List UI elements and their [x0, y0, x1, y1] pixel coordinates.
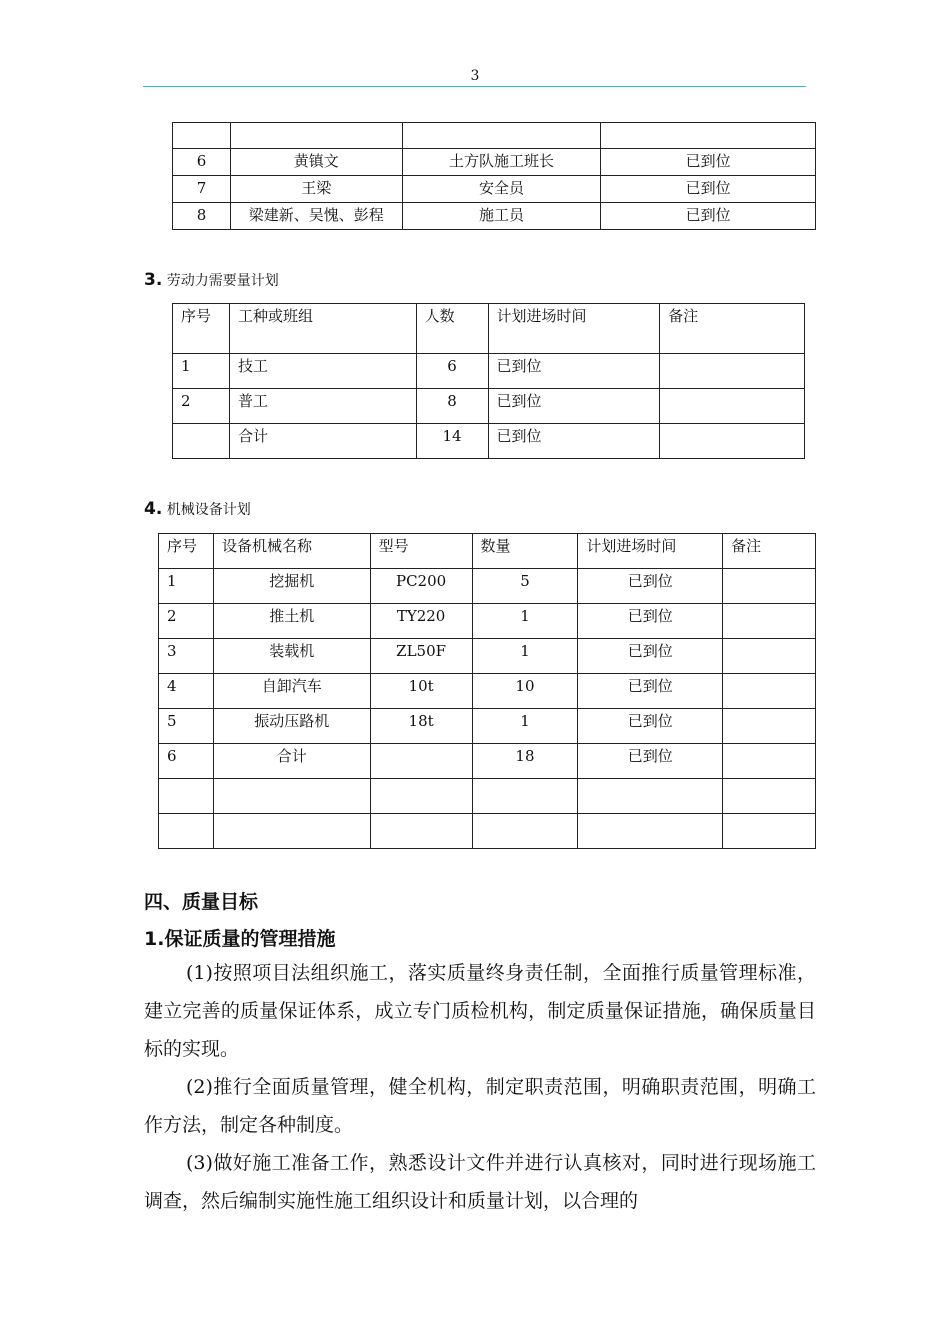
- table-cell: 已到位: [578, 709, 723, 744]
- table-cell: TY220: [370, 604, 472, 639]
- table-cell: 10: [472, 674, 578, 709]
- table-cell: [660, 424, 805, 459]
- column-header: 计划进场时间: [578, 534, 723, 569]
- table-row: [159, 744, 816, 779]
- column-header: 数量: [472, 534, 578, 569]
- table-cell: 18t: [370, 709, 472, 744]
- table-row: [159, 604, 816, 639]
- table-cell: 装载机: [213, 639, 370, 674]
- table-cell: ZL50F: [370, 639, 472, 674]
- table-cell: 王梁: [230, 176, 402, 203]
- table-cell: [213, 814, 370, 849]
- table-cell: [402, 123, 601, 149]
- table-cell: 8: [416, 389, 488, 424]
- table-cell: 6: [159, 744, 214, 779]
- table-cell: 已到位: [578, 744, 723, 779]
- header-rule: [143, 86, 806, 87]
- section-title-text: 机械设备计划: [166, 502, 251, 518]
- paragraph: (1)按照项目法组织施工，落实质量终身责任制，全面推行质量管理标准，建立完善的质量保证体系，成立专门质检机构，制定质量保证措施，确保质量目标的实现。: [144, 962, 816, 1060]
- table-cell: [173, 123, 231, 149]
- table-row: [173, 203, 816, 230]
- column-header: 序号: [159, 534, 214, 569]
- table-cell: 已到位: [601, 176, 816, 203]
- table-cell: 合计: [229, 424, 416, 459]
- table-cell: 3: [159, 639, 214, 674]
- column-header: 备注: [723, 534, 816, 569]
- table-cell: [370, 779, 472, 814]
- table-cell: 6: [173, 149, 231, 176]
- table-cell: 5: [472, 569, 578, 604]
- table-cell: 7: [173, 176, 231, 203]
- table-cell: 自卸汽车: [213, 674, 370, 709]
- table-cell: [370, 814, 472, 849]
- table-row: [173, 354, 805, 389]
- table-cell: 1: [472, 709, 578, 744]
- table-cell: PC200: [370, 569, 472, 604]
- table-cell: [230, 123, 402, 149]
- table-cell: 14: [416, 424, 488, 459]
- table-header-row: [159, 534, 816, 569]
- table-cell: 振动压路机: [213, 709, 370, 744]
- table-cell: [370, 744, 472, 779]
- page-number: 3: [470, 68, 480, 84]
- table-cell: [723, 639, 816, 674]
- table-cell: [173, 424, 230, 459]
- table-cell: 2: [173, 389, 230, 424]
- table-cell: 已到位: [488, 354, 660, 389]
- table-cell: 8: [173, 203, 231, 230]
- table-cell: 6: [416, 354, 488, 389]
- table-cell: [723, 709, 816, 744]
- table-cell: 已到位: [578, 569, 723, 604]
- equipment-table: [158, 533, 816, 849]
- table-cell: 4: [159, 674, 214, 709]
- table-row: [159, 709, 816, 744]
- table-row: [159, 639, 816, 674]
- table-cell: [723, 569, 816, 604]
- table-cell: [578, 779, 723, 814]
- paragraph: (2)推行全面质量管理，健全机构，制定职责范围，明确职责范围，明确工作方法，制定各种制度。: [144, 1076, 816, 1136]
- table-cell: 技工: [229, 354, 416, 389]
- table-cell: [213, 779, 370, 814]
- table-cell: [159, 814, 214, 849]
- paragraph: (3)做好施工准备工作，熟悉设计文件并进行认真核对，同时进行现场施工调查，然后编制实施性施工组织设计和质量计划，以合理的: [144, 1152, 816, 1212]
- table-row: [159, 674, 816, 709]
- section-number: 4.: [144, 499, 163, 519]
- table-cell: 土方队施工班长: [402, 149, 601, 176]
- table-cell: [159, 779, 214, 814]
- table-cell: 1: [159, 569, 214, 604]
- table-cell: 1: [472, 604, 578, 639]
- table-cell: 梁建新、吴愧、彭程: [230, 203, 402, 230]
- table-cell: 已到位: [578, 604, 723, 639]
- column-header: 型号: [370, 534, 472, 569]
- table-cell: 挖掘机: [213, 569, 370, 604]
- table-row: [173, 176, 816, 203]
- table-row: [159, 569, 816, 604]
- table-row: [173, 424, 805, 459]
- table-cell: [472, 814, 578, 849]
- section-4-title: [144, 499, 251, 519]
- column-header: 备注: [660, 304, 805, 354]
- table-row: [173, 149, 816, 176]
- section-number: 3.: [144, 270, 163, 290]
- table-cell: [660, 354, 805, 389]
- section-heading-quality: 四、质量目标: [144, 891, 259, 913]
- table-cell: 已到位: [488, 424, 660, 459]
- table-row: [159, 779, 816, 814]
- table-cell: [472, 779, 578, 814]
- table-cell: 普工: [229, 389, 416, 424]
- table-cell: 已到位: [601, 203, 816, 230]
- table-cell: 已到位: [601, 149, 816, 176]
- table-cell: 已到位: [578, 674, 723, 709]
- table-cell: 2: [159, 604, 214, 639]
- table-cell: 10t: [370, 674, 472, 709]
- subsection-heading-measures: 1.保证质量的管理措施: [144, 928, 336, 950]
- column-header: 序号: [173, 304, 230, 354]
- table-cell: 施工员: [402, 203, 601, 230]
- table-cell: 1: [173, 354, 230, 389]
- column-header: 人数: [416, 304, 488, 354]
- table-cell: 1: [472, 639, 578, 674]
- table-cell: 黄镇文: [230, 149, 402, 176]
- table-cell: 5: [159, 709, 214, 744]
- labor-table: [172, 303, 805, 459]
- table-cell: 已到位: [578, 639, 723, 674]
- table-cell: 合计: [213, 744, 370, 779]
- table-cell: 推土机: [213, 604, 370, 639]
- section-3-title: [144, 270, 279, 290]
- column-header: 工种或班组: [229, 304, 416, 354]
- table-row: [173, 123, 816, 149]
- table-cell: [723, 814, 816, 849]
- section-title-text: 劳动力需要量计划: [166, 273, 279, 289]
- table-cell: [660, 389, 805, 424]
- table-row: [173, 389, 805, 424]
- table-cell: [601, 123, 816, 149]
- table-cell: 安全员: [402, 176, 601, 203]
- staff-table: [172, 122, 816, 230]
- table-row: [159, 814, 816, 849]
- table-cell: [723, 674, 816, 709]
- table-cell: 已到位: [488, 389, 660, 424]
- table-cell: 18: [472, 744, 578, 779]
- table-header-row: [173, 304, 805, 354]
- table-cell: [578, 814, 723, 849]
- table-cell: [723, 744, 816, 779]
- table-cell: [723, 779, 816, 814]
- column-header: 设备机械名称: [213, 534, 370, 569]
- table-cell: [723, 604, 816, 639]
- column-header: 计划进场时间: [488, 304, 660, 354]
